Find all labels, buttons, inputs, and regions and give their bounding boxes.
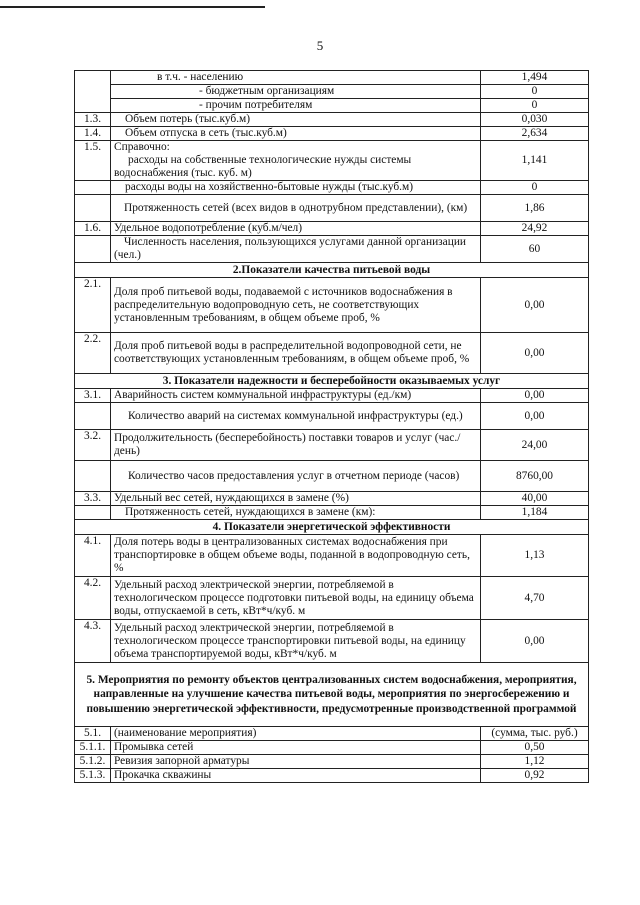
table-row bbox=[75, 506, 589, 520]
row-value: 24,92 bbox=[481, 222, 589, 236]
row-number: 4.2. bbox=[75, 577, 111, 620]
row-number: 2.2. bbox=[75, 333, 111, 374]
row-label: Промывка сетей bbox=[111, 741, 481, 755]
row-value: (сумма, тыс. руб.) bbox=[481, 727, 589, 741]
section-title: 4. Показатели энергетической эффективности bbox=[75, 520, 589, 535]
table-row bbox=[75, 461, 589, 492]
section-title: 2.Показатели качества питьевой воды bbox=[75, 263, 589, 278]
row-label: Доля потерь воды в централизованных системах водоснабжения при транспортировке в общем объеме воды, поданной в водопроводную сеть, % bbox=[111, 535, 481, 577]
row-label: Удельный расход электрической энергии, потребляемой в технологическом процессе транспортировки питьевой воды, на единицу объема транспортируемой воды, кВт*ч/куб. м bbox=[111, 620, 481, 663]
row-value: 0,030 bbox=[481, 113, 589, 127]
row-number: 1.3. bbox=[75, 113, 111, 127]
row-label: Удельный вес сетей, нуждающихся в замене (%) bbox=[111, 492, 481, 506]
row-value: 60 bbox=[481, 236, 589, 263]
row-number: 1.6. bbox=[75, 222, 111, 236]
section-title: 3. Показатели надежности и бесперебойности оказываемых услуг bbox=[75, 374, 589, 389]
row-label: Прокачка скважины bbox=[111, 769, 481, 783]
row-label: (наименование мероприятия) bbox=[111, 727, 481, 741]
row-label: Объем отпуска в сеть (тыс.куб.м) bbox=[111, 127, 481, 141]
row-label: Количество аварий на системах коммунальной инфраструктуры (ед.) bbox=[111, 403, 481, 430]
row-value: 8760,00 bbox=[481, 461, 589, 492]
row-label: Удельное водопотребление (куб.м/чел) bbox=[111, 222, 481, 236]
table-row bbox=[75, 577, 589, 620]
table-row bbox=[75, 181, 589, 195]
row-number: 5.1.1. bbox=[75, 741, 111, 755]
row-value: 0 bbox=[481, 85, 589, 99]
row-value: 0,00 bbox=[481, 278, 589, 333]
row-value: 1,494 bbox=[481, 71, 589, 85]
table-row bbox=[75, 127, 589, 141]
row-number: 5.1.2. bbox=[75, 755, 111, 769]
table-row bbox=[75, 389, 589, 403]
table-row bbox=[75, 195, 589, 222]
row-value: 24,00 bbox=[481, 430, 589, 461]
page-number: 5 bbox=[316, 38, 324, 53]
row-label: Протяженность сетей (всех видов в однотрубном представлении), (км) bbox=[111, 195, 481, 222]
row-value: 0 bbox=[481, 99, 589, 113]
row-value: 0,00 bbox=[481, 620, 589, 663]
table-row bbox=[75, 236, 589, 263]
table-row bbox=[75, 71, 589, 85]
table-row bbox=[75, 85, 589, 99]
table-row bbox=[75, 727, 589, 741]
row-label: Объем потерь (тыс.куб.м) bbox=[111, 113, 481, 127]
row-value: 2,634 bbox=[481, 127, 589, 141]
row-value: 0,00 bbox=[481, 389, 589, 403]
row-number: 4.1. bbox=[75, 535, 111, 577]
row-number: 2.1. bbox=[75, 278, 111, 333]
row-label: Количество часов предоставления услуг в отчетном периоде (часов) bbox=[111, 461, 481, 492]
section-header-row bbox=[75, 520, 589, 535]
table-row bbox=[75, 113, 589, 127]
table-row bbox=[75, 430, 589, 461]
table-row bbox=[75, 222, 589, 236]
header-rule bbox=[0, 6, 265, 8]
row-value: 0,00 bbox=[481, 403, 589, 430]
row-number: 1.4. bbox=[75, 127, 111, 141]
row-value: 1,13 bbox=[481, 535, 589, 577]
section-title: 5. Мероприятия по ремонту объектов централизованных систем водоснабжения, мероприятия, направленные на улучшение качества питьевой воды, мероприятия по энергосбережению и повышению энергетической эффективности, предусмотренные производственной программой bbox=[75, 663, 589, 727]
section-header-row bbox=[75, 663, 589, 727]
table-row bbox=[75, 535, 589, 577]
table-row bbox=[75, 769, 589, 783]
row-label: Продолжительность (бесперебойность) поставки товаров и услуг (час./день) bbox=[111, 430, 481, 461]
table-row bbox=[75, 620, 589, 663]
row-label: Аварийность систем коммунальной инфраструктуры (ед./км) bbox=[111, 389, 481, 403]
table-row bbox=[75, 278, 589, 333]
row-label: расходы воды на хозяйственно-бытовые нужды (тыс.куб.м) bbox=[111, 181, 481, 195]
row-label: Справочно: bbox=[114, 141, 170, 153]
row-value: 4,70 bbox=[481, 577, 589, 620]
row-label: Ревизия запорной арматуры bbox=[111, 755, 481, 769]
row-number: 3.1. bbox=[75, 389, 111, 403]
row-label: - прочим потребителям bbox=[111, 99, 481, 113]
row-number: 3.2. bbox=[75, 430, 111, 461]
row-label: в т.ч. - населению bbox=[111, 71, 481, 85]
section-header-row bbox=[75, 374, 589, 389]
row-value: 40,00 bbox=[481, 492, 589, 506]
row-label: расходы на собственные технологические нужды системы водоснабжения (тыс. куб. м) bbox=[114, 154, 412, 179]
row-number: 3.3. bbox=[75, 492, 111, 506]
row-label: Доля проб питьевой воды, подаваемой с источников водоснабжения в распределительную водопроводную сеть, не соответствующих установленным требованиям, в общем объеме проб, % bbox=[111, 278, 481, 333]
row-value: 1,184 bbox=[481, 506, 589, 520]
row-label: Численность населения, пользующихся услугами данной организации (чел.) bbox=[111, 236, 481, 263]
indicators-table bbox=[74, 70, 589, 783]
row-number: 1.5. bbox=[75, 141, 111, 181]
table-row bbox=[75, 741, 589, 755]
section-header-row bbox=[75, 263, 589, 278]
row-label: - бюджетным организациям bbox=[111, 85, 481, 99]
table-row bbox=[75, 333, 589, 374]
row-value: 0,00 bbox=[481, 333, 589, 374]
table-row bbox=[75, 403, 589, 430]
row-value: 0,92 bbox=[481, 769, 589, 783]
table-row bbox=[75, 755, 589, 769]
table-row bbox=[75, 99, 589, 113]
row-value: 1,141 bbox=[481, 141, 589, 181]
row-label: Доля проб питьевой воды в распределительной водопроводной сети, не соответствующих установленным требованиям, в общем объеме проб, % bbox=[111, 333, 481, 374]
row-number: 5.1.3. bbox=[75, 769, 111, 783]
row-number: 5.1. bbox=[75, 727, 111, 741]
row-value: 1,86 bbox=[481, 195, 589, 222]
row-label: Протяженность сетей, нуждающихся в замене (км): bbox=[111, 506, 481, 520]
row-label: Удельный расход электрической энергии, потребляемой в технологическом процессе подготовки питьевой воды, на единицу объема воды, отпускаемой в сеть, кВт*ч/куб. м bbox=[111, 577, 481, 620]
row-value: 1,12 bbox=[481, 755, 589, 769]
table-row bbox=[75, 141, 589, 181]
row-value: 0 bbox=[481, 181, 589, 195]
row-number: 4.3. bbox=[75, 620, 111, 663]
row-value: 0,50 bbox=[481, 741, 589, 755]
table-row bbox=[75, 492, 589, 506]
